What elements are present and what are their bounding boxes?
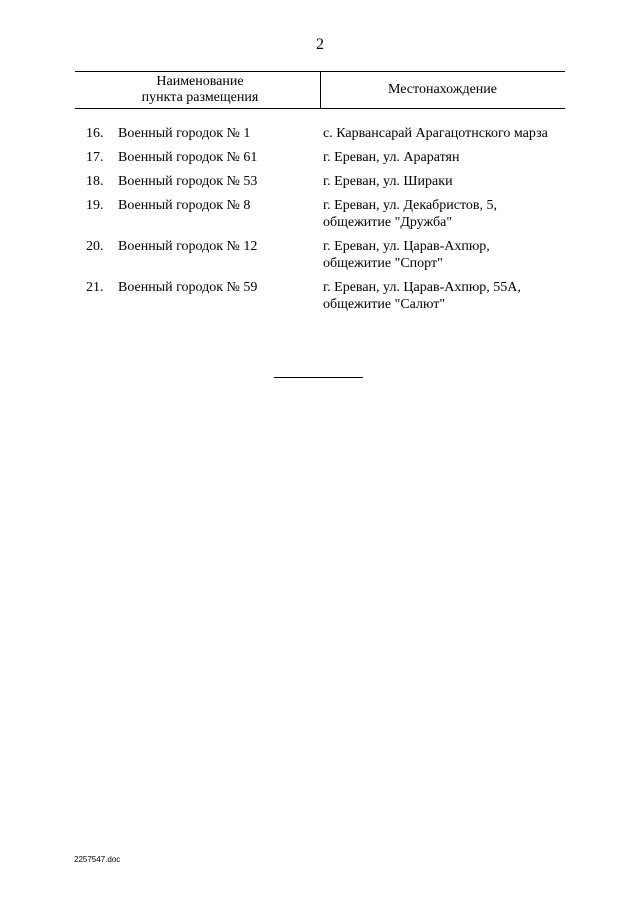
row-name: Военный городок № 1 xyxy=(118,126,251,141)
row-location xyxy=(323,125,573,142)
row-location-line1: г. Ереван, ул. Шираки xyxy=(323,174,453,189)
row-location-line1: г. Ереван, ул. Царав-Ахпюр, xyxy=(323,239,490,254)
page-number: 2 xyxy=(316,36,324,53)
row-location-line2: общежитие "Салют" xyxy=(323,297,446,312)
table-body xyxy=(0,125,640,320)
column-header-location: Местонахождение xyxy=(387,82,497,97)
row-name: Военный городок № 61 xyxy=(118,150,258,165)
column-header-name xyxy=(100,74,300,106)
row-location-line1: г. Ереван, ул. Царав-Ахпюр, 55А, xyxy=(323,280,521,295)
row-location xyxy=(323,173,573,190)
row-number: 21. xyxy=(86,280,104,295)
row-location-line1: г. Ереван, ул. Араратян xyxy=(323,150,460,165)
row-name: Военный городок № 59 xyxy=(118,280,258,295)
table-row xyxy=(0,125,640,142)
column-header-name-line1: Наименование xyxy=(156,74,244,89)
row-location xyxy=(323,279,573,313)
header-bottom-rule xyxy=(75,108,565,109)
row-location xyxy=(323,238,573,272)
row-location-line2: общежитие "Спорт" xyxy=(323,256,443,271)
document-filename: 2257547.doc xyxy=(74,855,121,864)
row-location xyxy=(323,197,573,231)
table-row xyxy=(0,197,640,231)
row-name: Военный городок № 53 xyxy=(118,174,258,189)
row-location-line2: общежитие "Дружба" xyxy=(323,215,453,230)
row-name: Военный городок № 12 xyxy=(118,239,258,254)
column-header-name-line2: пункта размещения xyxy=(141,90,259,105)
table-row xyxy=(0,238,640,272)
row-location-line1: г. Ереван, ул. Декабристов, 5, xyxy=(323,198,498,213)
table-row xyxy=(0,173,640,190)
row-number: 20. xyxy=(86,239,104,254)
row-number: 16. xyxy=(86,126,104,141)
row-location xyxy=(323,149,573,166)
row-number: 18. xyxy=(86,174,104,189)
row-name: Военный городок № 8 xyxy=(118,198,251,213)
table-row xyxy=(0,149,640,166)
end-of-document-rule xyxy=(274,377,363,378)
row-location-line1: с. Карвансарай Арагацотнского марза xyxy=(323,126,548,141)
table-row xyxy=(0,279,640,313)
row-number: 17. xyxy=(86,150,104,165)
row-number: 19. xyxy=(86,198,104,213)
